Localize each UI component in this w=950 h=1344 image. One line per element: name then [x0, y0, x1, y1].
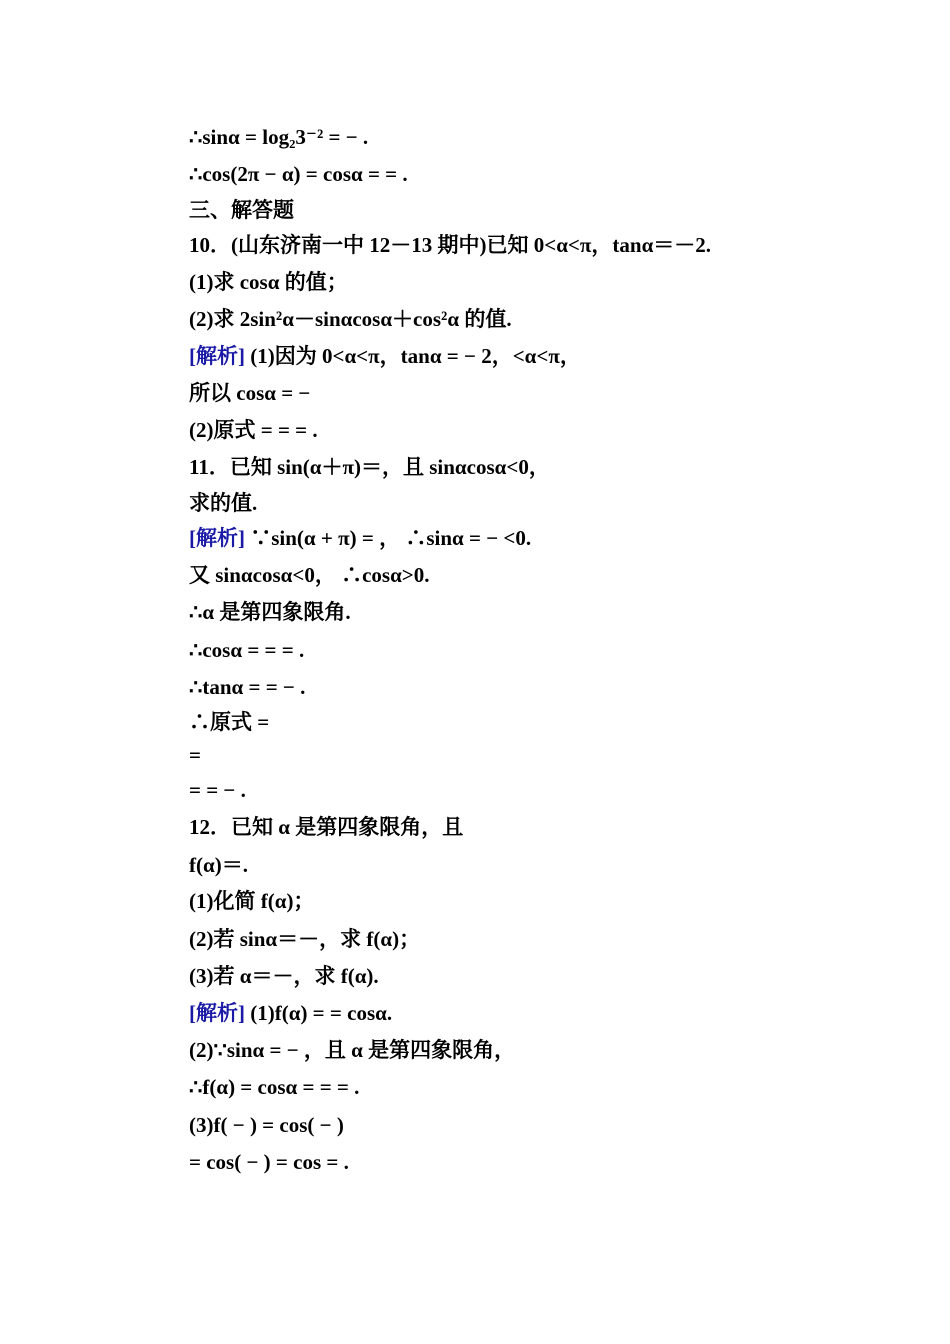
solution-tag: [解析]	[189, 344, 245, 368]
problem-10-statement: 10．(山东济南一中 12－13 期中)已知 0<α<π，tanα＝－2.	[189, 233, 712, 257]
problem-11-solution-line-6: ∴原式 =	[189, 710, 270, 734]
problem-11-solution-line-4: ∴cosα = = = .	[189, 638, 305, 662]
problem-10-solution-line-2: 所以 cosα = −	[189, 381, 311, 405]
problem-11-solution-line-8: = = − .	[189, 778, 246, 802]
problem-12-part-3: (3)若 α＝－，求 f(α).	[189, 964, 379, 988]
line-2: ∴cos(2π − α) = cosα = = .	[189, 162, 408, 186]
problem-11-solution-line-1	[189, 524, 531, 552]
problem-11-statement: 11．已知 sin(α＋π)＝，且 sinαcosα<0，	[189, 455, 550, 479]
problem-12-function: f(α)＝.	[189, 853, 248, 877]
problem-11-statement-cont: 求的值.	[189, 491, 258, 515]
problem-12-solution-line-4: (3)f( − ) = cos( − )	[189, 1113, 344, 1137]
problem-11-solution-line-7: =	[189, 743, 201, 767]
problem-12-solution-line-2: (2)∵sinα = − ，且 α 是第四象限角，	[189, 1038, 516, 1062]
problem-10-part-1: (1)求 cosα 的值；	[189, 270, 348, 294]
problem-12-part-2: (2)若 sinα＝－，求 f(α)；	[189, 927, 421, 951]
problem-12-statement: 12．已知 α 是第四象限角，且	[189, 815, 464, 839]
section-heading: 三、解答题	[189, 198, 294, 222]
problem-11-solution-line-2: 又 sinαcosα<0， ∴cosα>0.	[189, 563, 430, 587]
solution-text: (1)因为 0<α<π，tanα = − 2，<α<π，	[245, 344, 581, 368]
problem-10-part-2: (2)求 2sin²α－sinαcosα＋cos²α 的值.	[189, 307, 512, 331]
problem-10-solution-line-3: (2)原式 = = = .	[189, 418, 318, 442]
solution-tag: [解析]	[189, 1001, 245, 1025]
solution-tag: [解析]	[189, 526, 245, 550]
problem-11-solution-line-3: ∴α 是第四象限角.	[189, 600, 351, 624]
problem-12-solution-line-3: ∴f(α) = cosα = = = .	[189, 1075, 360, 1099]
problem-11-solution-line-5: ∴tanα = = − .	[189, 675, 306, 699]
solution-text: (1)f(α) = = cosα.	[245, 1001, 393, 1025]
problem-12-solution-line-5: = cos( − ) = cos = .	[189, 1150, 349, 1174]
problem-10-solution-line-1	[189, 342, 581, 370]
line-1: ∴sinα = log₂3⁻² = − .	[189, 125, 369, 149]
problem-12-part-1: (1)化简 f(α)；	[189, 889, 315, 913]
solution-text: ∵sin(α + π) = ， ∴sinα = − <0.	[245, 526, 532, 550]
problem-12-solution-line-1	[189, 999, 392, 1027]
